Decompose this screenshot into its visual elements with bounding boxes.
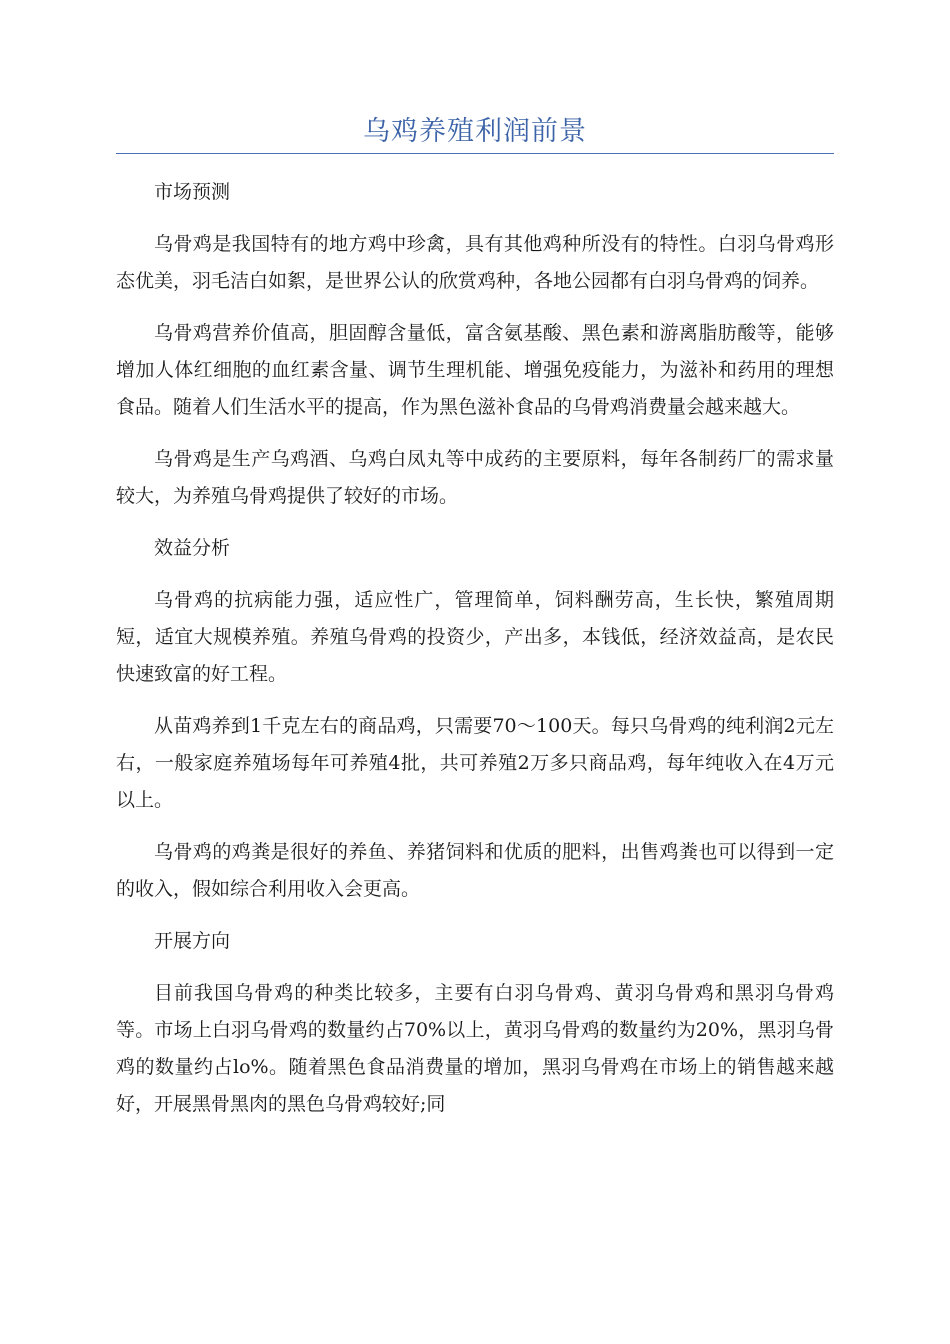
section-heading-market-forecast: 市场预测	[154, 181, 231, 203]
paragraph: 从苗鸡养到1千克左右的商品鸡，只需要70～100天。每只乌骨鸡的纯利润2元左右，一般家庭养殖场每年可养殖4批，共可养殖2万多只商品鸡，每年纯收入在4万元以上。	[116, 715, 834, 811]
section-heading-benefit-analysis: 效益分析	[154, 537, 231, 559]
paragraph: 乌骨鸡是生产乌鸡酒、乌鸡白凤丸等中成药的主要原料，每年各制药厂的需求量较大，为养殖乌骨鸡提供了较好的市场。	[116, 448, 834, 507]
title-underline	[116, 153, 834, 154]
section-heading-development-direction: 开展方向	[154, 930, 231, 952]
paragraph: 乌骨鸡是我国特有的地方鸡中珍禽，具有其他鸡种所没有的特性。白羽乌骨鸡形态优美，羽毛洁白如絮，是世界公认的欣赏鸡种，各地公园都有白羽乌骨鸡的饲养。	[116, 233, 834, 292]
paragraph: 乌骨鸡营养价值高，胆固醇含量低，富含氨基酸、黑色素和游离脂肪酸等，能够增加人体红细胞的血红素含量、调节生理机能、增强免疫能力，为滋补和药用的理想食品。随着人们生活水平的提高，作为黑色滋补食品的乌骨鸡消费量会越来越大。	[116, 322, 834, 418]
document-title: 乌鸡养殖利润前景	[363, 116, 587, 147]
document-body	[116, 174, 834, 1138]
paragraph: 乌骨鸡的抗病能力强，适应性广，管理简单，饲料酬劳高，生长快，繁殖周期短，适宜大规模养殖。养殖乌骨鸡的投资少，产出多，本钱低，经济效益高，是农民快速致富的好工程。	[116, 589, 834, 685]
paragraph: 目前我国乌骨鸡的种类比较多，主要有白羽乌骨鸡、黄羽乌骨鸡和黑羽乌骨鸡等。市场上白羽乌骨鸡的数量约占70%以上，黄羽乌骨鸡的数量约为20%，黑羽乌骨鸡的数量约占lo%。随着黑色食品消费量的增加，黑羽乌骨鸡在市场上的销售越来越好，开展黑骨黑肉的黑色乌骨鸡较好;同	[116, 982, 834, 1115]
paragraph: 乌骨鸡的鸡粪是很好的养鱼、养猪饲料和优质的肥料，出售鸡粪也可以得到一定的收入，假如综合利用收入会更高。	[116, 841, 834, 900]
